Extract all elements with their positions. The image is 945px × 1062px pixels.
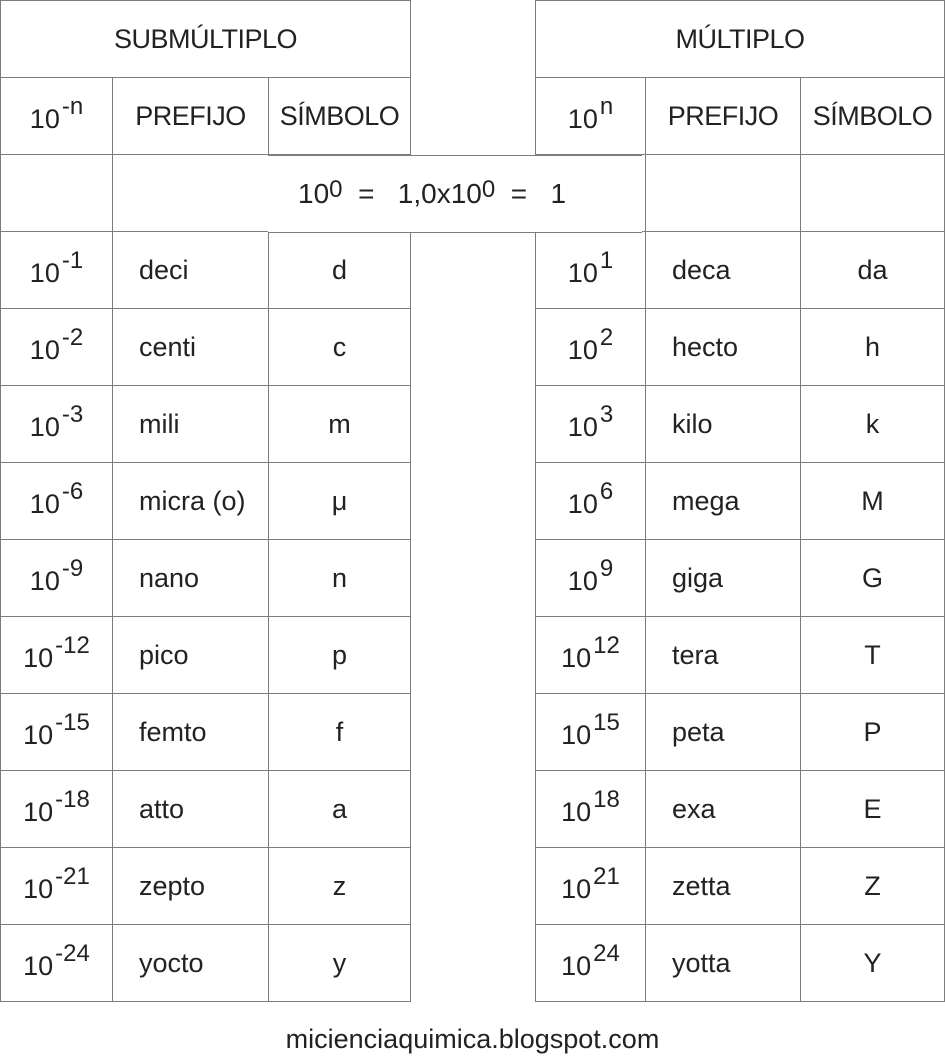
power-base: 10 — [23, 797, 54, 827]
prefix-cell: mili — [113, 386, 269, 463]
prefix-header: PREFIJO — [113, 78, 269, 155]
power-exponent: 15 — [593, 709, 620, 736]
table-row — [1, 848, 411, 925]
power-exponent: 21 — [593, 863, 620, 890]
power-cell — [1, 386, 113, 463]
symbol-cell: p — [269, 617, 411, 694]
power-cell — [536, 463, 646, 540]
table-row — [1, 617, 411, 694]
prefix-cell: yocto — [113, 925, 269, 1002]
power-exponent: -3 — [61, 401, 84, 428]
prefix-cell: nano — [113, 540, 269, 617]
symbol-header: SÍMBOLO — [801, 78, 945, 155]
submultiple-table — [0, 0, 411, 1002]
table-row — [1, 463, 411, 540]
unity-mid-base: 1,0x10 — [397, 178, 482, 209]
power-cell — [536, 848, 646, 925]
power-exponent: -18 — [55, 786, 90, 813]
power-base: 10 — [23, 951, 54, 981]
prefix-cell: zepto — [113, 848, 269, 925]
symbol-cell: z — [269, 848, 411, 925]
power-header — [536, 78, 646, 155]
power-cell — [1, 848, 113, 925]
power-cell — [536, 540, 646, 617]
power-cell — [1, 694, 113, 771]
unity-rhs: 1 — [550, 178, 567, 209]
power-base: 10 — [23, 720, 54, 750]
table-row — [536, 463, 945, 540]
power-base: 10 — [561, 643, 592, 673]
power-cell — [1, 617, 113, 694]
unity-lhs-base: 10 — [298, 178, 330, 209]
prefix-cell: peta — [646, 694, 801, 771]
power-cell — [536, 925, 646, 1002]
power-cell — [1, 771, 113, 848]
equals-sign: = — [342, 178, 398, 209]
prefix-cell: micra (o) — [113, 463, 269, 540]
power-base: 10 — [567, 566, 598, 596]
empty-cell — [1, 155, 113, 232]
symbol-cell: n — [269, 540, 411, 617]
power-exponent: -6 — [61, 478, 84, 505]
power-cell — [536, 771, 646, 848]
power-base: 10 — [561, 720, 592, 750]
power-header-base: 10 — [29, 104, 60, 134]
symbol-cell: k — [801, 386, 945, 463]
power-cell — [1, 925, 113, 1002]
power-exponent: -2 — [61, 324, 84, 351]
symbol-cell: T — [801, 617, 945, 694]
prefix-cell: tera — [646, 617, 801, 694]
prefix-cell: femto — [113, 694, 269, 771]
empty-cell — [646, 155, 801, 232]
prefix-cell: zetta — [646, 848, 801, 925]
power-base: 10 — [567, 489, 598, 519]
footer-credit: micienciaquimica.blogspot.com — [285, 1024, 660, 1054]
power-base: 10 — [561, 951, 592, 981]
prefix-cell: exa — [646, 771, 801, 848]
prefix-cell: kilo — [646, 386, 801, 463]
symbol-cell: y — [269, 925, 411, 1002]
table-row — [1, 540, 411, 617]
power-exponent: 24 — [593, 940, 620, 967]
power-exponent: -12 — [55, 632, 90, 659]
submultiple-title: SUBMÚLTIPLO — [1, 1, 411, 78]
multiple-title: MÚLTIPLO — [536, 1, 945, 78]
power-header — [1, 78, 113, 155]
power-exponent: 9 — [599, 555, 614, 582]
symbol-cell: Z — [801, 848, 945, 925]
symbol-cell: c — [269, 309, 411, 386]
prefix-cell: pico — [113, 617, 269, 694]
power-exponent: 2 — [599, 324, 614, 351]
power-base: 10 — [29, 335, 60, 365]
symbol-cell: Y — [801, 925, 945, 1002]
power-cell — [1, 540, 113, 617]
symbol-cell: h — [801, 309, 945, 386]
table-row — [536, 771, 945, 848]
power-exponent: 1 — [599, 247, 614, 274]
power-exponent: 12 — [593, 632, 620, 659]
symbol-cell: a — [269, 771, 411, 848]
table-row — [536, 848, 945, 925]
power-exponent: -21 — [55, 863, 90, 890]
power-exponent: 3 — [599, 401, 614, 428]
empty-cell — [113, 155, 269, 232]
table-row — [536, 540, 945, 617]
submultiple-rows — [1, 232, 411, 1002]
symbol-cell: d — [269, 232, 411, 309]
power-header-exp: -n — [61, 93, 84, 120]
prefix-cell: yotta — [646, 925, 801, 1002]
power-base: 10 — [23, 643, 54, 673]
prefix-header: PREFIJO — [646, 78, 801, 155]
power-header-exp: n — [599, 93, 614, 120]
unity-lhs-exp: 0 — [329, 176, 343, 203]
multiple-table — [535, 0, 945, 1002]
power-base: 10 — [29, 489, 60, 519]
table-row — [536, 925, 945, 1002]
table-row — [536, 617, 945, 694]
symbol-cell: P — [801, 694, 945, 771]
multiple-rows — [536, 232, 945, 1002]
table-row — [536, 232, 945, 309]
unity-mid-exp: 0 — [481, 176, 496, 203]
power-base: 10 — [29, 412, 60, 442]
table-row — [1, 232, 411, 309]
symbol-cell: da — [801, 232, 945, 309]
unity-equation — [268, 155, 642, 233]
symbol-cell: f — [269, 694, 411, 771]
table-row — [1, 386, 411, 463]
table-row — [536, 386, 945, 463]
power-base: 10 — [561, 874, 592, 904]
symbol-cell: M — [801, 463, 945, 540]
power-cell — [536, 232, 646, 309]
prefix-cell: hecto — [646, 309, 801, 386]
symbol-cell: μ — [269, 463, 411, 540]
prefix-cell: mega — [646, 463, 801, 540]
empty-cell — [801, 155, 945, 232]
power-base: 10 — [29, 566, 60, 596]
power-exponent: -15 — [55, 709, 90, 736]
table-row — [1, 925, 411, 1002]
symbol-cell: G — [801, 540, 945, 617]
power-base: 10 — [567, 258, 598, 288]
table-row — [536, 309, 945, 386]
power-base: 10 — [567, 412, 598, 442]
power-exponent: -24 — [55, 940, 90, 967]
table-row — [536, 694, 945, 771]
symbol-cell: E — [801, 771, 945, 848]
power-cell — [1, 463, 113, 540]
power-base: 10 — [23, 874, 54, 904]
power-exponent: 6 — [599, 478, 614, 505]
power-cell — [536, 694, 646, 771]
power-cell — [536, 617, 646, 694]
power-base: 10 — [561, 797, 592, 827]
table-row — [1, 771, 411, 848]
power-exponent: -1 — [61, 247, 84, 274]
power-base: 10 — [567, 335, 598, 365]
prefix-cell: deca — [646, 232, 801, 309]
prefix-cell: atto — [113, 771, 269, 848]
prefix-cell: deci — [113, 232, 269, 309]
power-base: 10 — [29, 258, 60, 288]
symbol-header: SÍMBOLO — [269, 78, 411, 155]
power-exponent: 18 — [593, 786, 620, 813]
power-cell — [536, 309, 646, 386]
prefix-cell: centi — [113, 309, 269, 386]
power-cell — [536, 386, 646, 463]
power-cell — [1, 309, 113, 386]
table-row — [1, 309, 411, 386]
power-header-base: 10 — [567, 104, 598, 134]
table-row — [1, 694, 411, 771]
prefix-cell: giga — [646, 540, 801, 617]
equals-sign: = — [495, 178, 551, 209]
power-exponent: -9 — [61, 555, 84, 582]
power-cell — [1, 232, 113, 309]
symbol-cell: m — [269, 386, 411, 463]
